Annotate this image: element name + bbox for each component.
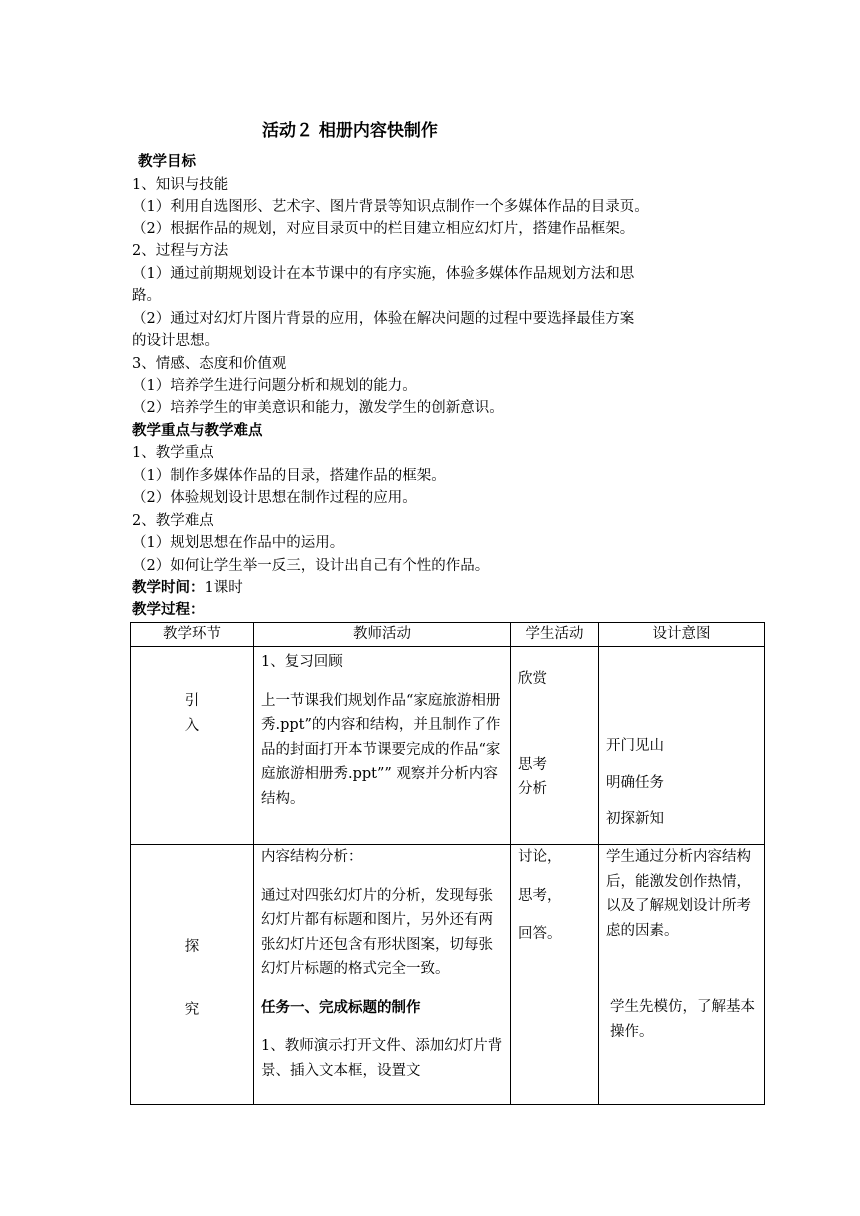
text-line: （1）通过前期规划设计在本节课中的有序实施，体验多媒体作品规划方法和思 [132, 266, 635, 282]
section-heading-process: 教学过程： [132, 602, 205, 618]
header-intent: 设计意图 [599, 623, 765, 647]
intent-cell [599, 845, 765, 1105]
student-cell [511, 845, 599, 1105]
teacher-text: 内容结构分析： [261, 849, 363, 865]
student-text: 欣赏 [518, 671, 547, 687]
student-text: 回答。 [518, 926, 562, 942]
intent-text: 初探新知 [606, 811, 664, 827]
student-text: 思考， [518, 887, 562, 904]
header-teacher: 教师活动 [254, 623, 511, 647]
table-row [131, 647, 765, 845]
text-line: 的设计思想。 [132, 333, 219, 349]
text-line: （2）培养学生的审美意识和能力，激发学生的创新意识。 [132, 400, 504, 416]
stage-char: 究 [184, 1001, 200, 1018]
text-line: （1）培养学生进行问题分析和规划的能力。 [132, 378, 417, 394]
table-header-row [131, 623, 765, 647]
student-text: 讨论， [518, 849, 562, 865]
text-line: 2、过程与方法 [132, 243, 229, 259]
text-line: 3、情感、态度和价值观 [132, 356, 287, 372]
text-line: 1、教学重点 [132, 445, 214, 461]
table-row [131, 845, 765, 1105]
teacher-cell [254, 647, 511, 845]
teaching-time-line [132, 578, 243, 598]
stage-char: 引 [184, 693, 200, 709]
section-heading-goals: 教学目标 [138, 154, 196, 170]
process-table [130, 622, 765, 1105]
intent-text: 学生先模仿，了解基本操作。 [610, 999, 755, 1040]
text-line: （1）利用自选图形、艺术字、图片背景等知识点制作一个多媒体作品的目录页。 [132, 199, 649, 215]
stage-cell [131, 845, 254, 1105]
teaching-time-value: 1课时 [204, 580, 243, 596]
task-heading: 任务一、完成标题的制作 [261, 999, 421, 1016]
stage-char: 探 [184, 939, 200, 955]
teacher-text: 上一节课我们规划作品“家庭旅游相册秀.ppt”的内容和结构，并且制作了作品的封面打开本节课要完成的作品“家庭旅游相册秀.ppt”” 观察并分析内容结构。 [261, 692, 501, 807]
intent-text: 明确任务 [606, 774, 664, 791]
intent-cell [599, 647, 765, 845]
text-line: （2）体验规划设计思想在制作过程的应用。 [132, 490, 417, 506]
teaching-time-label: 教学时间： [132, 580, 205, 596]
intent-text: 学生通过分析内容结构后，能激发创作热情，以及了解规划设计所考虑的因素。 [606, 849, 751, 939]
text-line: （2）通过对幻灯片图片背景的应用，体验在解决问题的过程中要选择最佳方案 [132, 311, 635, 327]
intent-text: 开门见山 [606, 738, 664, 754]
teacher-text: 1、教师演示打开文件、添加幻灯片背景、插入文本框，设置文 [261, 1038, 503, 1079]
student-text: 思考 [518, 756, 547, 773]
text-line: （1）制作多媒体作品的目录，搭建作品的框架。 [132, 468, 446, 484]
text-line: （1）规划思想在作品中的运用。 [132, 535, 345, 551]
stage-cell [131, 647, 254, 845]
header-student: 学生活动 [511, 623, 599, 647]
text-line: （2）根据作品的规划，对应目录页中的栏目建立相应幻灯片，搭建作品框架。 [132, 221, 635, 237]
text-line: 2、教学难点 [132, 513, 214, 529]
student-cell [511, 647, 599, 845]
student-text: 分析 [518, 781, 547, 797]
section-heading-key-points: 教学重点与教学难点 [132, 423, 263, 439]
teacher-text: 通过对四张幻灯片的分析，发现每张幻灯片都有标题和图片，另外还有两张幻灯片还包含有形状图案，切每张幻灯片标题的格式完全一致。 [261, 887, 493, 977]
header-stage: 教学环节 [131, 623, 254, 647]
text-line: 1、知识与技能 [132, 177, 229, 193]
stage-char: 入 [184, 717, 200, 734]
document-title: 活动２ 相册内容快制作 [262, 121, 438, 141]
text-line: 路。 [132, 288, 161, 304]
teacher-text: 1、复习回顾 [261, 654, 343, 670]
text-line: （2）如何让学生举一反三，设计出自己有个性的作品。 [132, 558, 490, 574]
teacher-cell [254, 845, 511, 1105]
